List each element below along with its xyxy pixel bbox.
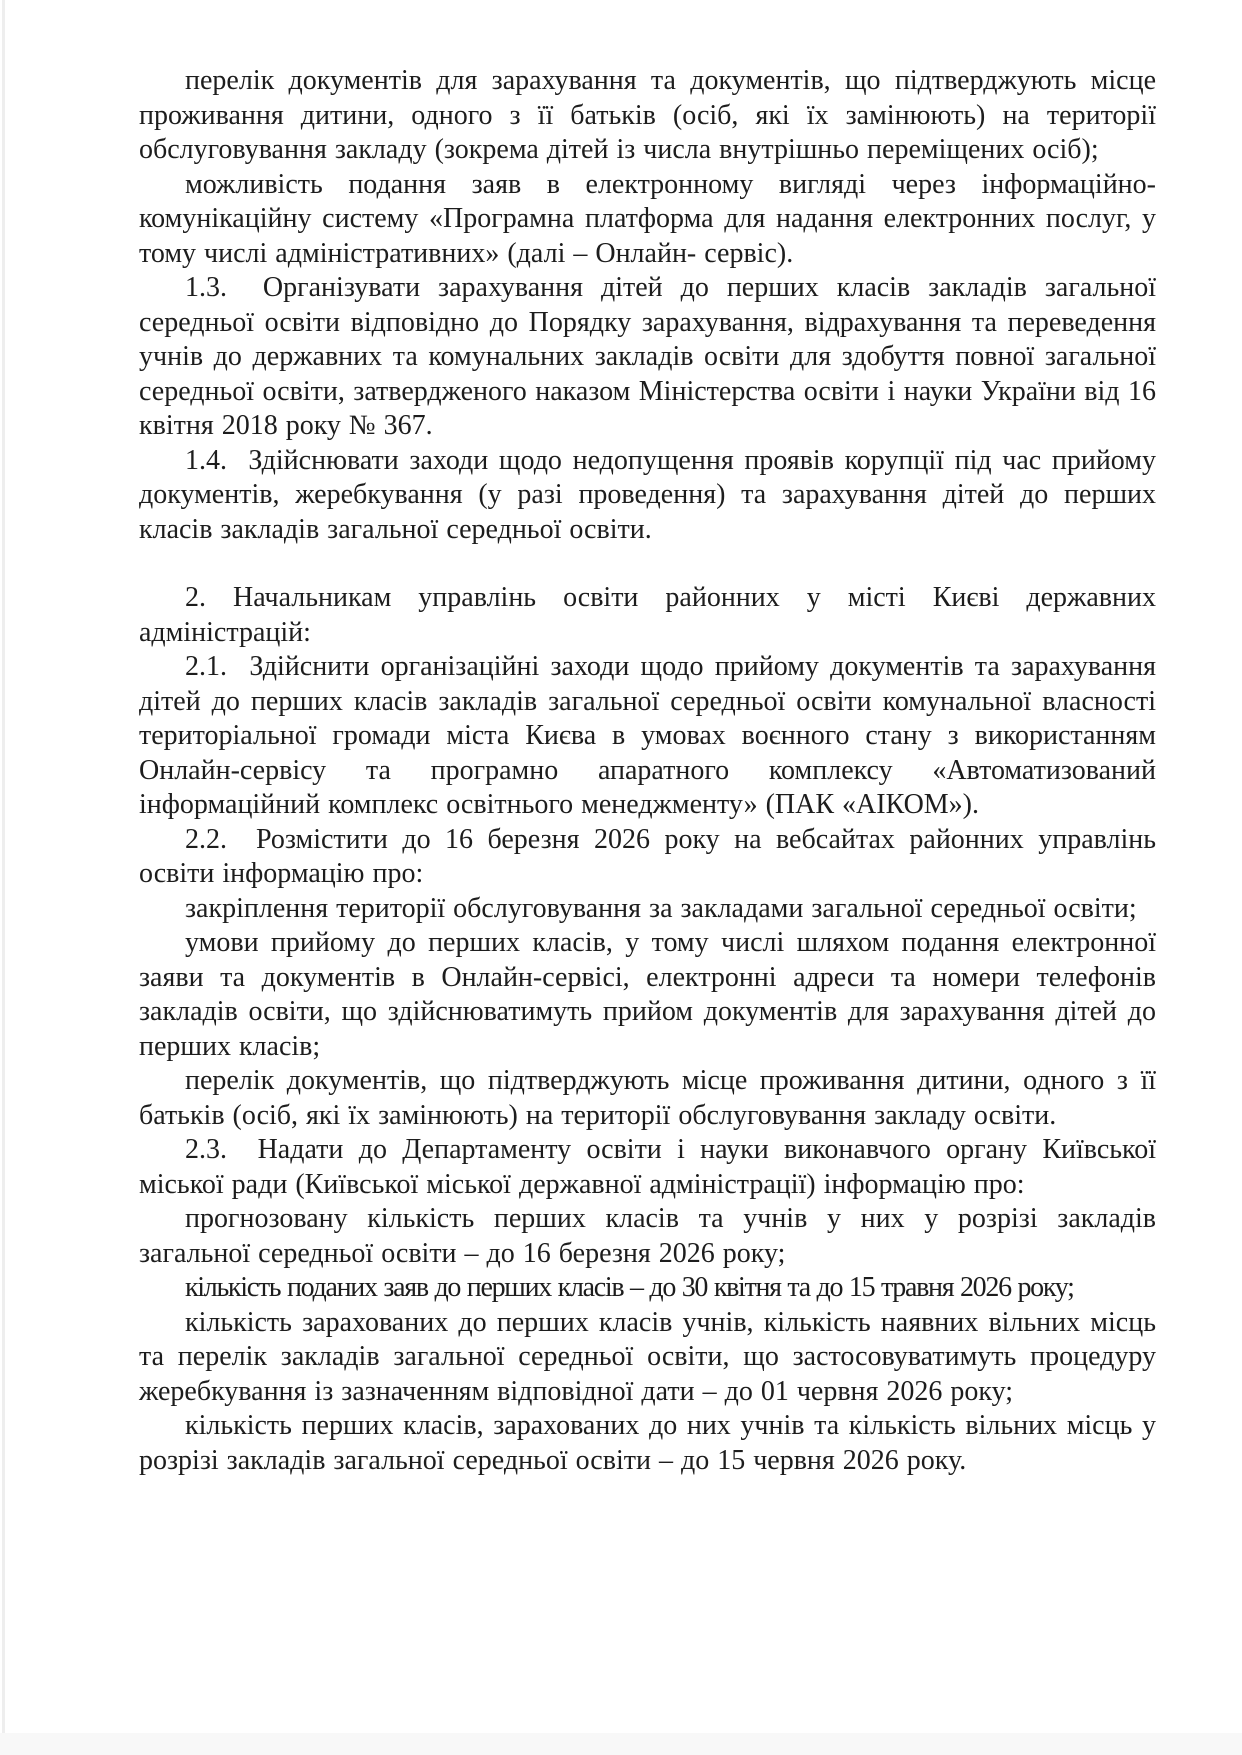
scan-left-edge-artifact [2,0,5,1755]
paragraph-residence-documents: перелік документів, що підтверджують місце проживання дитини, одного з її батьків (осіб, які їх замінюють) на території обслуговування закладу освіти. [139,1065,1156,1131]
paragraph-item-2-1: 2.1. Здійснити організаційні заходи щодо прийому документів та зарахування дітей до перших класів закладів загальної середньої освіти комунальної власності територіальної громади міста Києва в умовах воєнного стану з використанням Онлайн-сервісу та програмно апаратного комплексу «Автоматизований інформаційний комплекс освітнього менеджменту» (ПАК «АІКОМ»). [139,651,1156,820]
document-text [139,64,1156,1478]
paragraph-final-count: кількість перших класів, зарахованих до них учнів та кількість вільних місць у розрізі закладів загальної середньої освіти – до 15 червня 2026 року. [139,1410,1156,1476]
paragraph-section-2: 2. Начальникам управлінь освіти районних у місті Києві державних адміністрацій: [139,582,1156,648]
scan-bottom-shade [0,1733,1242,1755]
paragraph-item-1-3: 1.3. Організувати зарахування дітей до перших класів закладів загальної середньої освіти відповідно до Порядку зарахування, відрахування та переведення учнів до державних та комунальних закладів освіти для здобуття повної загальної середньої освіти, затвердженого наказом Міністерства освіти і науки України від 16 квітня 2018 року № 367. [139,272,1156,441]
paragraph-item-1-4: 1.4. Здійснювати заходи щодо недопущення проявів корупції під час прийому документів, жеребкування (у разі проведення) та зарахування дітей до перших класів закладів загальної середньої освіти. [139,444,1156,545]
paragraph-forecast-classes: прогнозовану кількість перших класів та учнів у них у розрізі закладів загальної середньої освіти – до 16 березня 2026 року; [139,1203,1156,1269]
paragraph-online-applications: можливість подання заяв в електронному вигляді через інформаційно-комунікаційну систему «Програмна платформа для надання електронних послуг, у тому числі адміністративних» (далі – Онлайн- сервіс). [139,168,1156,269]
paragraph-territory-assignment: закріплення території обслуговування за закладами загальної середньої освіти; [185,892,1137,924]
paragraph-item-2-3: 2.3. Надати до Департаменту освіти і науки виконавчого органу Київської міської ради (Київської міської державної адміністрації) інформацію про: [139,1134,1156,1200]
paragraph-list-documents-enrollment: перелік документів для зарахування та документів, що підтверджують місце проживання дитини, одного з її батьків (осіб, які їх замінюють) на території обслуговування закладу (зокрема дітей із числа внутрішньо переміщених осіб); [139,65,1156,165]
paragraph-applications-count: кількість поданих заяв до перших класів – до 30 квітня та до 15 травня 2026 року; [185,1272,1074,1303]
paragraph-item-2-2: 2.2. Розмістити до 16 березня 2026 року на вебсайтах районних управлінь освіти інформацію про: [139,823,1156,889]
paragraph-admission-conditions: умови прийому до перших класів, у тому числі шляхом подання електронної заяви та документів в Онлайн-сервісі, електронні адреси та номери телефонів закладів освіти, що здійснюватимуть прийом документів для зарахування дітей до перших класів; [139,927,1156,1062]
paragraph-enrolled-count: кількість зарахованих до перших класів учнів, кількість наявних вільних місць та перелік закладів загальної середньої освіти, що застосовуватимуть процедуру жеребкування із зазначенням відповідної дати – до 01 червня 2026 року; [139,1306,1156,1407]
